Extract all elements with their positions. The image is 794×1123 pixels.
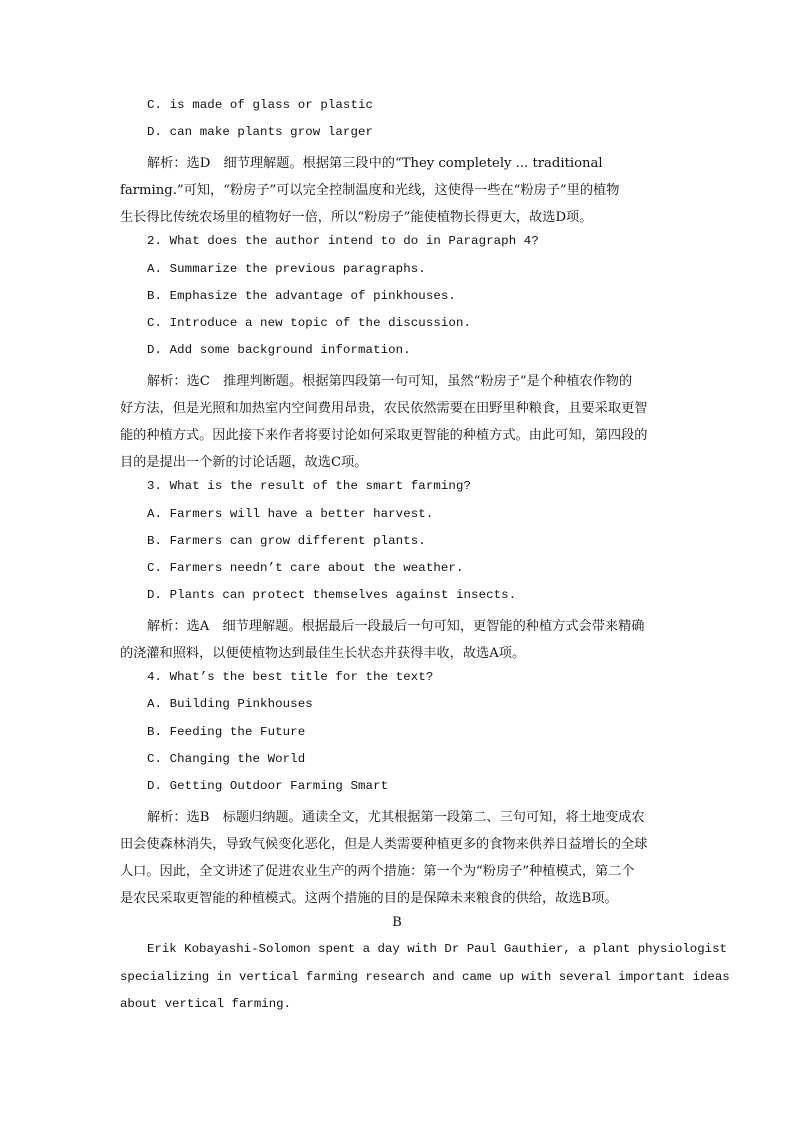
q2-explanation-line: 能的种植方式。因此接下来作者将要讨论如何采取更智能的种植方式。由此可知，第四段的 [120, 428, 648, 443]
q4-explanation-line: 解析：选B 标题归纳题。通读全文，尤其根据第一段第二、三句可知，将土地变成农 [147, 810, 645, 825]
q2-option-d: D. Add some background information. [147, 343, 411, 357]
q4-option-c: C. Changing the World [147, 752, 306, 766]
q2-explanation-line: 目的是提出一个新的讨论话题，故选C项。 [120, 455, 368, 470]
q4-stem: 4. What’s the best title for the text? [147, 670, 434, 684]
q4-explanation-line: 是农民采取更智能的种植模式。这两个措施的目的是保障未来粮食的供给，故选B项。 [120, 891, 618, 906]
q4-explanation-line: 人口。因此，全文讲述了促进农业生产的两个措施：第一个为“粉房子”种植模式，第二个 [120, 864, 635, 879]
q3-stem: 3. What is the result of the smart farming? [147, 479, 472, 493]
q3-option-c: C. Farmers needn’t care about the weather. [147, 561, 464, 575]
q4-option-a: A. Building Pinkhouses [147, 697, 313, 711]
passage-line: specializing in vertical farming research and came up with several important ideas [120, 970, 730, 984]
q3-explanation-line: 的浇灌和照料，以便使植物达到最佳生长状态并获得丰收，故选A项。 [120, 646, 526, 661]
q2-explanation-line: 解析：选C 推理判断题。根据第四段第一句可知，虽然“粉房子”是个种植农作物的 [147, 374, 633, 389]
q2-stem: 2. What does the author intend to do in Paragraph 4? [147, 234, 539, 248]
q3-explanation-line: 解析：选A 细节理解题。根据最后一段最后一句可知，更智能的种植方式会带来精确 [147, 619, 645, 634]
q4-option-d: D. Getting Outdoor Farming Smart [147, 779, 389, 793]
q1-option-c: C. is made of glass or plastic [147, 98, 374, 112]
q1-option-d: D. can make plants grow larger [147, 125, 374, 139]
q2-option-a: A. Summarize the previous paragraphs. [147, 262, 426, 276]
q3-option-b: B. Farmers can grow different plants. [147, 534, 426, 548]
q1-explanation-line: 生长得比传统农场里的植物好一倍，所以“粉房子”能使植物长得更大，故选D项。 [120, 210, 593, 225]
q3-option-a: A. Farmers will have a better harvest. [147, 507, 434, 521]
q2-option-b: B. Emphasize the advantage of pinkhouses. [147, 289, 456, 303]
passage-line: about vertical farming. [120, 997, 292, 1011]
section-heading: B [392, 915, 402, 930]
q3-option-d: D. Plants can protect themselves against insects. [147, 588, 517, 602]
q1-explanation-line: 解析：选D 细节理解题。根据第三段中的“They completely ... traditional [147, 156, 603, 171]
q2-explanation-line: 好方法，但是光照和加热室内空间费用昂贵，农民依然需要在田野里种粮食，且要采取更智 [120, 401, 648, 416]
passage-line: Erik Kobayashi-Solomon spent a day with Dr Paul Gauthier, a plant physiologist [147, 942, 727, 956]
q2-option-c: C. Introduce a new topic of the discussion. [147, 316, 472, 330]
q1-explanation-line: farming.”可知，“粉房子”可以完全控制温度和光线，这使得一些在“粉房子”里的植物 [120, 183, 620, 198]
q4-option-b: B. Feeding the Future [147, 725, 306, 739]
q4-explanation-line: 田会使森林消失，导致气候变化恶化，但是人类需要种植更多的食物来供养日益增长的全球 [120, 837, 648, 852]
